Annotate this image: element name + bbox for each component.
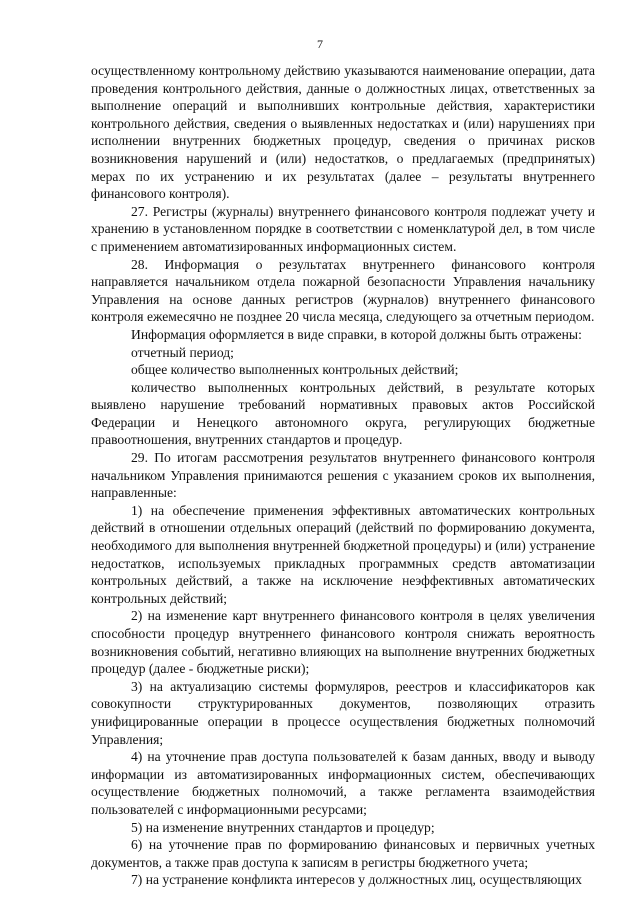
document-body (91, 62, 595, 889)
paragraph-11: 3) на актуализацию системы формуляров, реестров и классификаторов как совокупности структурированных документов, позволяющих отразить унифицированные операции в процессе осуществления бюджетных полномочий Управления; (91, 678, 595, 747)
paragraph-14: 6) на уточнение прав по формированию финансовых и первичных учетных документов, а также прав доступа к записям в регистры бюджетного учета; (91, 837, 595, 870)
paragraph-8: 29. По итогам рассмотрения результатов внутреннего финансового контроля начальником Управления принимаются решения с указанием сроков их выполнения, направленные: (91, 450, 595, 501)
paragraph-2: 27. Регистры (журналы) внутреннего финансового контроля подлежат учету и хранению в установленном порядке в соответствии с номенклатурой дел, в том числе с применением автоматизированных информационных систем. (91, 203, 595, 254)
paragraph-7: количество выполненных контрольных действий, в результате которых выявлено нарушение требований нормативных правовых актов Российской Федерации и Ненецкого автономного округа, регулирующих бюджетные правоотношения, внутренних стандартов и процедур. (91, 379, 595, 448)
page-number: 7 (317, 37, 323, 51)
paragraph-4: Информация оформляется в виде справки, в которой должны быть отражены: (131, 326, 582, 342)
paragraph-13: 5) на изменение внутренних стандартов и процедур; (131, 819, 435, 835)
paragraph-1: осуществленному контрольному действию указываются наименование операции, дата проведения контрольного действия, данные о должностных лицах, ответственных за выполнение операций и выполнивших контрольные действия, характеристики контрольного действия, сведения о выявленных недостатках и (или) нарушениях при исполнении внутренних бюджетных процедур, сведения о причинах рисков возникновения нарушений и (или) недостатков, о предлагаемых (предпринятых) мерах по их устранению и их результатах (далее – результаты внутреннего финансового контроля). (91, 63, 595, 202)
paragraph-10: 2) на изменение карт внутреннего финансового контроля в целях увеличения способности процедур внутреннего финансового контроля снижать вероятность возникновения событий, негативно влияющих на выполнение внутренних бюджетных процедур (далее - бюджетные риски); (91, 608, 595, 677)
paragraph-12: 4) на уточнение прав доступа пользователей к базам данных, вводу и выводу информации из автоматизированных информационных систем, обеспечивающих осуществление бюджетных полномочий, а также регламента взаимодействия пользователей с информационными ресурсами; (91, 749, 595, 817)
paragraph-15: 7) на устранение конфликта интересов у должностных лиц, осуществляющих (131, 872, 582, 888)
paragraph-9: 1) на обеспечение применения эффективных автоматических контрольных действий в отношении отдельных операций (действий по формированию документа, необходимого для выполнения внутренней бюджетной процедуры) и (или) устранение недостатков, используемых прикладных программных средств автоматизации контрольных действий, а также на исключение неэффективных автоматических контрольных действий; (91, 502, 595, 606)
paragraph-6: общее количество выполненных контрольных действий; (131, 362, 459, 378)
paragraph-5: отчетный период; (131, 344, 234, 360)
paragraph-3: 28. Информация о результатах внутреннего финансового контроля направляется начальником отдела пожарной безопасности Управления начальнику Управления на основе данных регистров (журналов) внутреннего финансового контроля ежемесячно не позднее 20 числа месяца, следующего за отчетным периодом. (91, 256, 595, 325)
